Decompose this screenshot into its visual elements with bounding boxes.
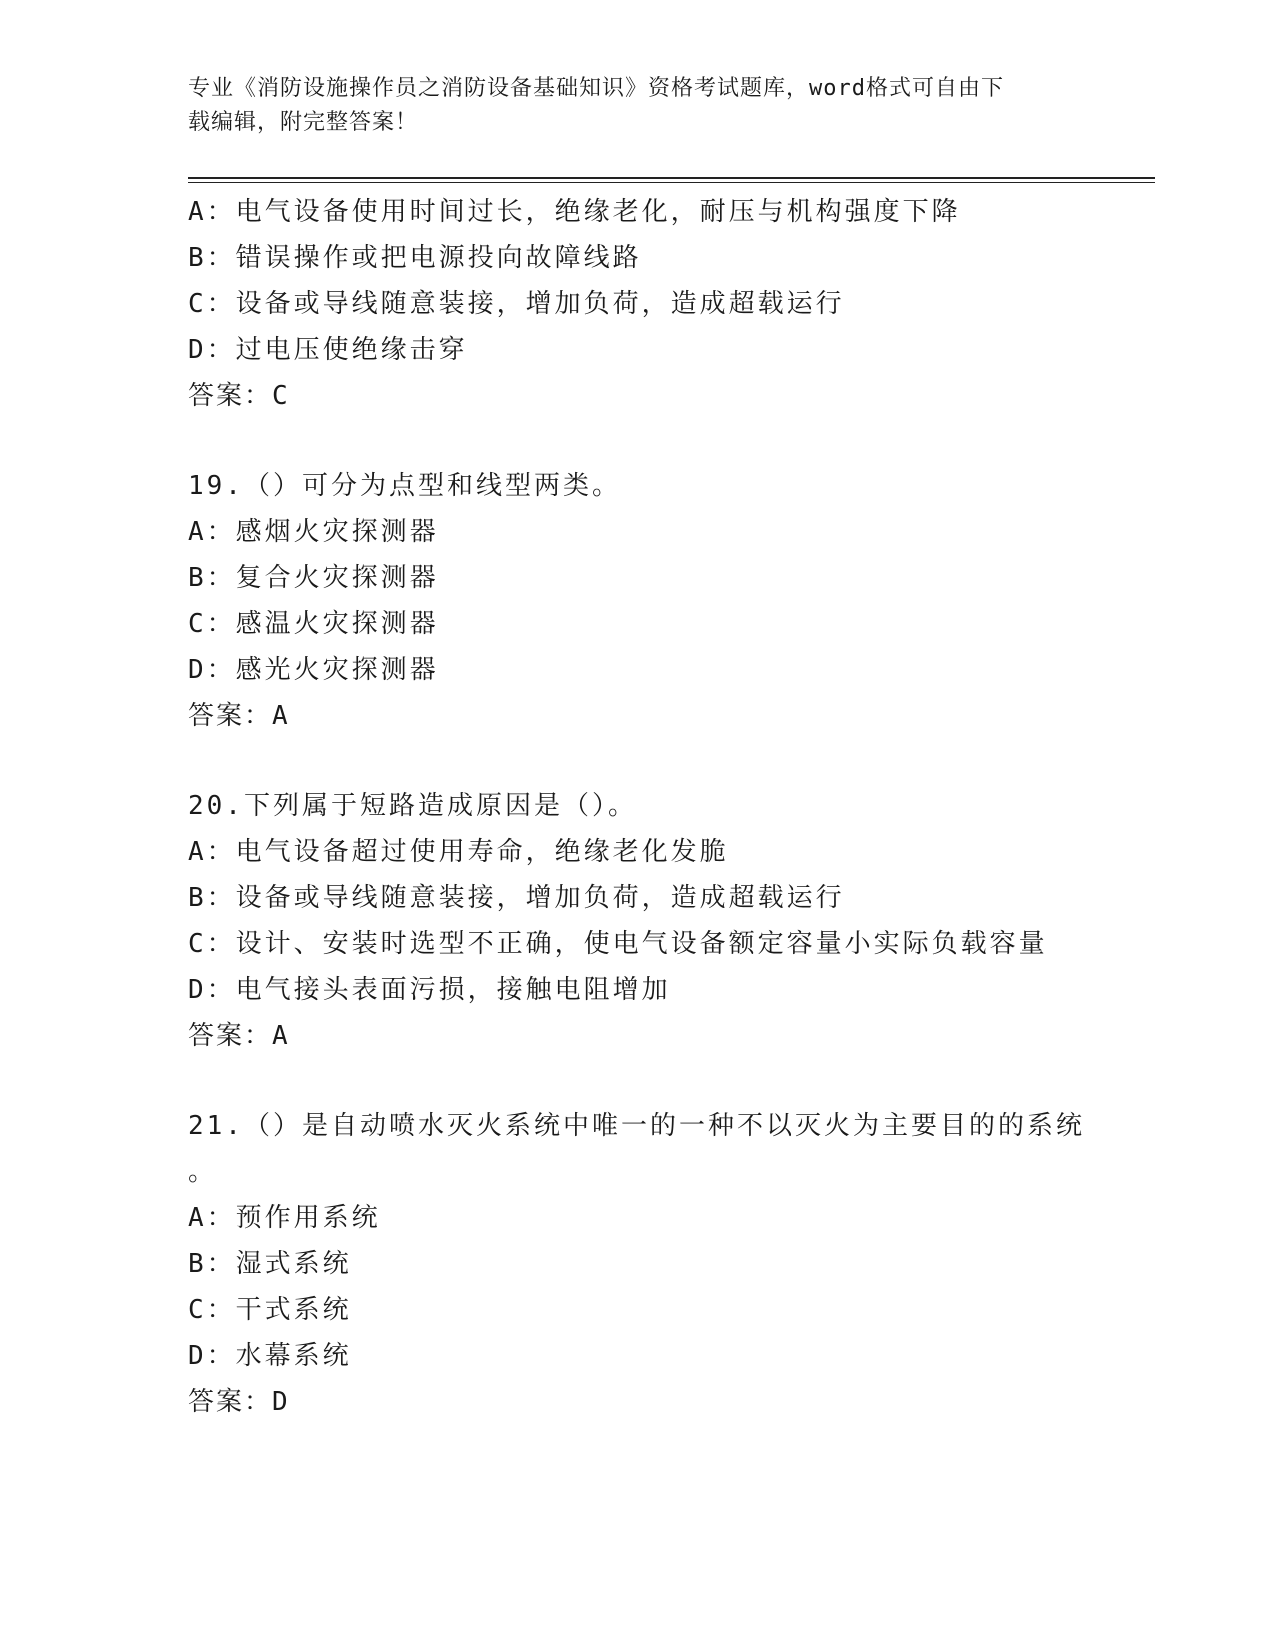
- option-b: B：复合火灾探测器: [188, 563, 439, 593]
- option-d: D：水幕系统: [188, 1341, 352, 1371]
- option-d: D：感光火灾探测器: [188, 655, 439, 685]
- header-line-1: 专业《消防设施操作员之消防设备基础知识》资格考试题库，word格式可自由下: [188, 76, 1004, 101]
- option-d: D：过电压使绝缘击穿: [188, 335, 468, 365]
- question-20: [188, 783, 1088, 1059]
- option-b: B：设备或导线随意装接，增加负荷，造成超载运行: [188, 883, 845, 913]
- option-a: A：预作用系统: [188, 1203, 381, 1233]
- question-18: [188, 189, 1088, 419]
- answer-line: 答案：C: [188, 381, 290, 411]
- option-c: C：感温火灾探测器: [188, 609, 439, 639]
- document-header: [188, 72, 1068, 140]
- question-list: [188, 189, 1088, 1425]
- option-d: D：电气接头表面污损，接触电阻增加: [188, 975, 671, 1005]
- header-divider-thin: [188, 182, 1155, 183]
- option-a: A：电气设备超过使用寿命，绝缘老化发脆: [188, 837, 729, 867]
- question-stem: 21.（）是自动喷水灭火系统中唯一的一种不以灭火为主要目的的系统: [188, 1111, 1085, 1141]
- option-c: C：设备或导线随意装接，增加负荷，造成超载运行: [188, 289, 845, 319]
- question-stem: 20.下列属于短路造成原因是（）。: [188, 791, 637, 821]
- question-19: [188, 463, 1088, 739]
- question-spacer: [188, 419, 1088, 463]
- option-b: B：湿式系统: [188, 1249, 352, 1279]
- question-spacer: [188, 1059, 1088, 1103]
- option-a: A：感烟火灾探测器: [188, 517, 439, 547]
- question-spacer: [188, 739, 1088, 783]
- option-c: C：设计、安装时选型不正确，使电气设备额定容量小实际负载容量: [188, 929, 1048, 959]
- option-a: A：电气设备使用时间过长，绝缘老化，耐压与机构强度下降: [188, 197, 961, 227]
- option-c: C：干式系统: [188, 1295, 352, 1325]
- answer-line: 答案：A: [188, 701, 290, 731]
- question-21: [188, 1103, 1088, 1425]
- header-line-2: 载编辑，附完整答案！: [188, 110, 419, 135]
- question-stem: 19.（）可分为点型和线型两类。: [188, 471, 621, 501]
- header-divider-thick: [188, 177, 1155, 179]
- option-b: B：错误操作或把电源投向故障线路: [188, 243, 642, 273]
- answer-line: 答案：D: [188, 1387, 290, 1417]
- answer-line: 答案：A: [188, 1021, 290, 1051]
- question-stem-continuation: 。: [188, 1157, 218, 1187]
